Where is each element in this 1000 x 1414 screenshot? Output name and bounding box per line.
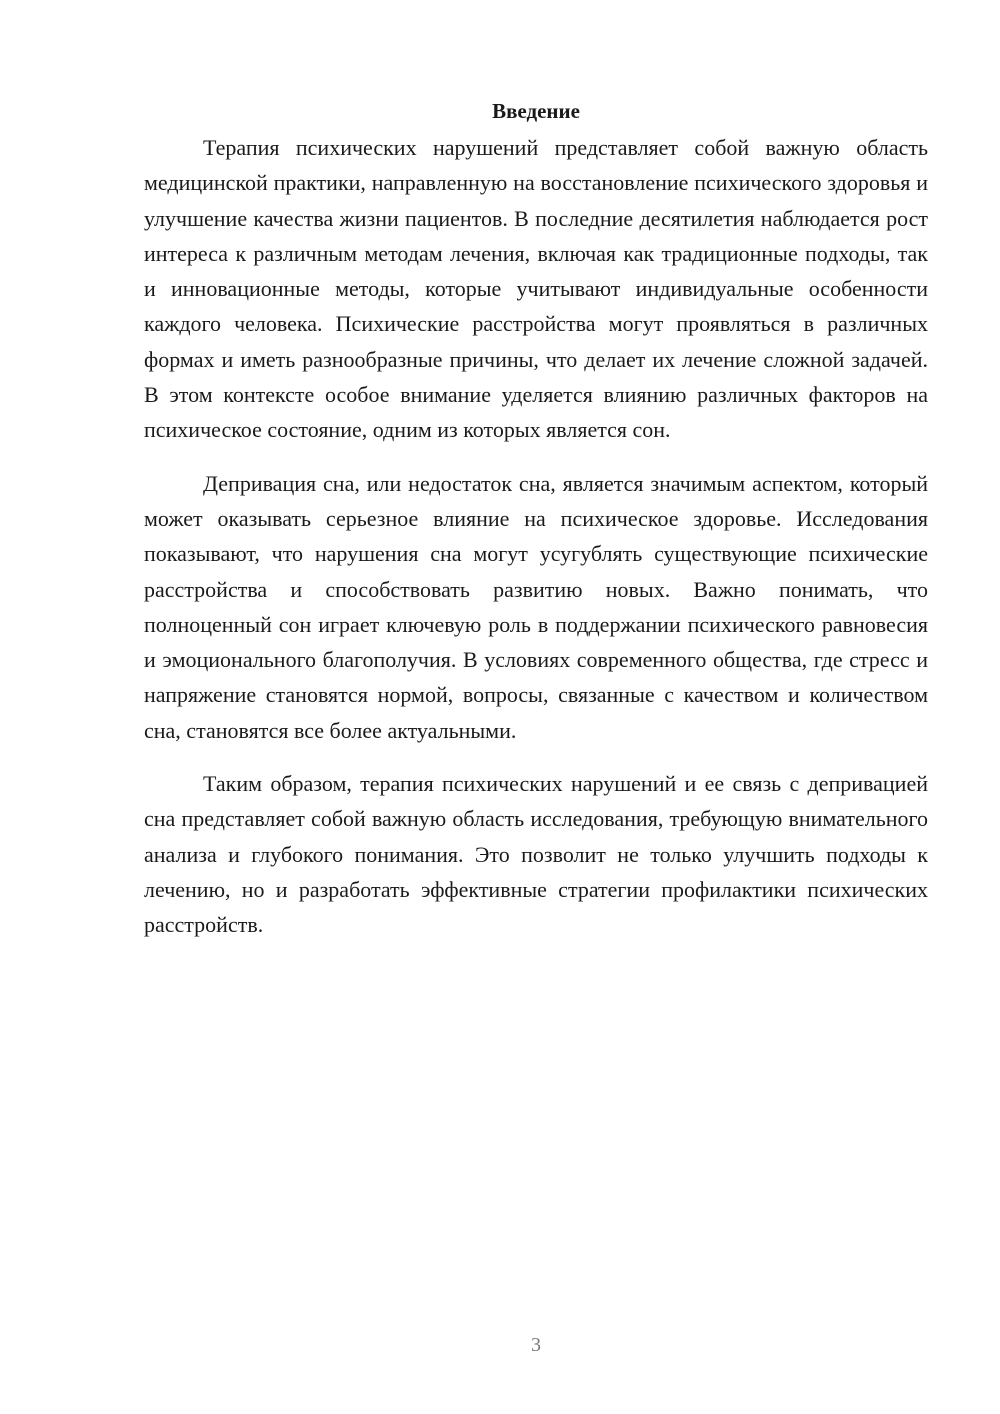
page-content <box>144 96 928 961</box>
paragraph-3: Таким образом, терапия психических нарушений и ее связь с депривацией сна представляет собой важную область исследования, требующую внимательного анализа и глубокого понимания. Это позволит не только улучшить подходы к лечению, но и разработать эффективные стратегии профилактики психических расстройств. <box>144 771 928 938</box>
paragraph-1: Терапия психических нарушений представляет собой важную область медицинской практики, направленную на восстановление психического здоровья и улучшение качества жизни пациентов. В последние десятилетия наблюдается рост интереса к различным методам лечения, включая как традиционные подходы, так и инновационные методы, которые учитывают индивидуальные особенности каждого человека. Психические расстройства могут проявляться в различных формах и иметь разнообразные причины, что делает их лечение сложной задачей. В этом контексте особое внимание уделяется влиянию различных факторов на психическое состояние, одним из которых является сон. <box>144 135 928 443</box>
paragraph-2: Депривация сна, или недостаток сна, является значимым аспектом, который может оказывать серьезное влияние на психическое здоровье. Исследования показывают, что нарушения сна могут усугублять существующие психические расстройства и способствовать развитию новых. Важно понимать, что полноценный сон играет ключевую роль в поддержании психического равновесия и эмоционального благополучия. В условиях современного общества, где стресс и напряжение становятся нормой, вопросы, связанные с качеством и количеством сна, становятся все более актуальными. <box>144 470 928 743</box>
page-number: 3 <box>531 1334 541 1356</box>
section-heading: Введение <box>492 99 580 123</box>
